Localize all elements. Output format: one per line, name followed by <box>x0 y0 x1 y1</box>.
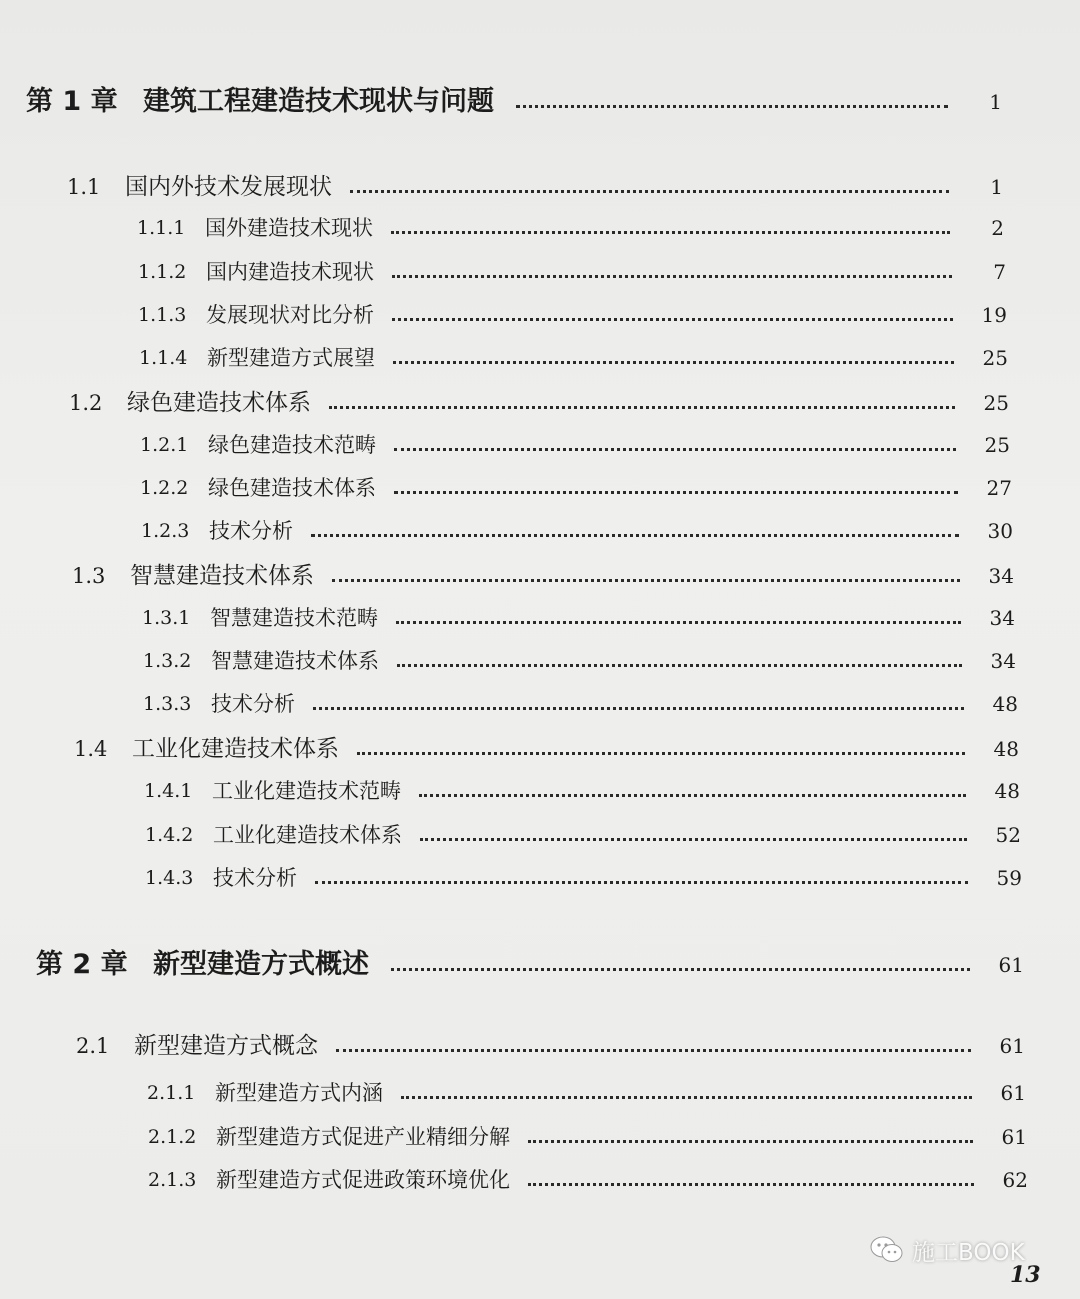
toc-section-row <box>0 383 1080 423</box>
toc-page-number: 61 <box>1001 1125 1027 1149</box>
toc-page-number: 2 <box>991 216 1004 240</box>
toc-page-number: 34 <box>990 649 1016 673</box>
toc-leader-dots <box>315 881 968 884</box>
toc-number: 1.1.1 <box>137 217 186 239</box>
toc-title: 智慧建造技术体系 <box>211 649 379 673</box>
toc-subsection-row <box>0 641 1080 681</box>
toc-leader-dots <box>332 579 960 582</box>
toc-page-number: 7 <box>993 260 1006 284</box>
toc-number: 1.3.2 <box>143 650 192 672</box>
toc-number: 1.4.1 <box>144 780 193 802</box>
toc-page-number: 62 <box>1002 1168 1028 1192</box>
toc-chapter-row <box>0 82 1080 122</box>
toc-page-number: 25 <box>982 346 1008 370</box>
wechat-icon <box>870 1235 904 1265</box>
toc-number: 1.3.1 <box>142 607 191 629</box>
toc-page-number: 30 <box>987 519 1013 543</box>
toc-subsection-row <box>0 1073 1080 1113</box>
toc-page-number: 25 <box>984 433 1010 457</box>
toc-leader-dots <box>357 752 965 755</box>
toc-leader-dots <box>401 1096 972 1099</box>
toc-subsection-row <box>0 1160 1080 1200</box>
toc-page-number: 48 <box>992 692 1018 716</box>
toc-subsection-row <box>0 771 1080 811</box>
toc-number: 1.4.2 <box>145 824 194 846</box>
toc-title: 新型建造方式概述 <box>153 949 369 980</box>
toc-subsection-row <box>0 598 1080 638</box>
toc-title: 绿色建造技术体系 <box>127 390 311 416</box>
toc-number: 2.1.2 <box>148 1126 197 1148</box>
toc-title: 技术分析 <box>213 866 297 890</box>
toc-title: 国内建造技术现状 <box>206 260 374 284</box>
toc-title: 发展现状对比分析 <box>206 303 374 327</box>
toc-leader-dots <box>393 361 954 364</box>
toc-number: 1.3 <box>72 564 106 588</box>
toc-title: 技术分析 <box>209 519 293 543</box>
toc-title: 新型建造方式促进政策环境优化 <box>216 1168 510 1192</box>
toc-leader-dots <box>528 1183 974 1186</box>
toc-page-number: 34 <box>988 564 1014 588</box>
toc-page-number: 48 <box>994 779 1020 803</box>
toc-number: 1.1.4 <box>139 347 188 369</box>
toc-title: 新型建造方式展望 <box>207 346 375 370</box>
toc-leader-dots <box>528 1140 973 1143</box>
toc-subsection-row <box>0 252 1080 292</box>
toc-number: 1.1 <box>67 175 101 199</box>
toc-page-number: 19 <box>981 303 1007 327</box>
toc-leader-dots <box>311 534 959 537</box>
toc-leader-dots <box>394 448 956 451</box>
toc-leader-dots <box>419 794 966 797</box>
watermark <box>870 1230 1025 1270</box>
toc-leader-dots <box>391 968 970 971</box>
toc-subsection-row <box>0 468 1080 508</box>
toc-leader-dots <box>336 1049 971 1052</box>
toc-subsection-row <box>0 684 1080 724</box>
toc-chapter-row <box>0 945 1080 985</box>
toc-title: 绿色建造技术体系 <box>208 476 376 500</box>
toc-leader-dots <box>420 838 967 841</box>
toc-page-number: 52 <box>995 823 1021 847</box>
toc-title: 国外建造技术现状 <box>205 216 373 240</box>
watermark-text: 施工BOOK <box>912 1239 1025 1266</box>
toc-subsection-row <box>0 295 1080 335</box>
toc-page-number: 61 <box>1000 1081 1026 1105</box>
toc-section-row <box>0 556 1080 596</box>
toc-number: 第 2 章 <box>36 949 128 980</box>
toc-number: 2.1.3 <box>148 1169 197 1191</box>
toc-number: 1.3.3 <box>143 693 192 715</box>
toc-leader-dots <box>350 190 949 193</box>
toc-page-number: 61 <box>998 953 1024 977</box>
toc-number: 1.2.1 <box>140 434 189 456</box>
toc-title: 新型建造方式概念 <box>134 1033 318 1059</box>
toc-page-number: 34 <box>989 606 1015 630</box>
toc-number: 1.4.3 <box>145 867 194 889</box>
toc-leader-dots <box>391 231 950 234</box>
toc-page-number: 1 <box>989 90 1002 114</box>
toc-subsection-row <box>0 425 1080 465</box>
toc-leader-dots <box>392 275 952 278</box>
toc-title: 绿色建造技术范畴 <box>208 433 376 457</box>
toc-leader-dots <box>394 491 958 494</box>
toc-page-number: 25 <box>983 391 1009 415</box>
page-number: 13 <box>1010 1262 1041 1288</box>
toc-section-row <box>0 729 1080 769</box>
toc-number: 1.2.3 <box>141 520 190 542</box>
toc-leader-dots <box>397 664 962 667</box>
toc-title: 新型建造方式内涵 <box>215 1081 383 1105</box>
toc-subsection-row <box>0 858 1080 898</box>
toc-number: 1.1.2 <box>138 261 187 283</box>
toc-subsection-row <box>0 511 1080 551</box>
toc-leader-dots <box>313 707 964 710</box>
toc-page-number: 27 <box>986 476 1012 500</box>
toc-subsection-row <box>0 815 1080 855</box>
toc-number: 1.2.2 <box>140 477 189 499</box>
toc-number: 1.2 <box>69 391 103 415</box>
toc-number: 1.4 <box>74 737 108 761</box>
toc-number: 第 1 章 <box>26 86 118 117</box>
toc-title: 新型建造方式促进产业精细分解 <box>216 1125 510 1149</box>
toc-subsection-row <box>0 338 1080 378</box>
toc-title: 智慧建造技术体系 <box>130 563 314 589</box>
toc-title: 工业化建造技术范畴 <box>212 779 401 803</box>
toc-title: 技术分析 <box>211 692 295 716</box>
toc-leader-dots <box>329 406 955 409</box>
toc-section-row <box>0 167 1080 207</box>
toc-subsection-row <box>0 1117 1080 1157</box>
toc-title: 智慧建造技术范畴 <box>210 606 378 630</box>
toc-number: 2.1.1 <box>147 1082 196 1104</box>
toc-number: 1.1.3 <box>138 304 187 326</box>
toc-page-number: 61 <box>999 1034 1025 1058</box>
toc-leader-dots <box>396 621 961 624</box>
toc-number: 2.1 <box>76 1034 110 1058</box>
toc-leader-dots <box>392 318 953 321</box>
toc-title: 工业化建造技术体系 <box>213 823 402 847</box>
toc-page-number: 1 <box>990 175 1003 199</box>
toc-title: 工业化建造技术体系 <box>132 736 339 762</box>
toc-title: 国内外技术发展现状 <box>125 174 332 200</box>
toc-section-row <box>0 1026 1080 1066</box>
toc-page-number: 48 <box>993 737 1019 761</box>
toc-title: 建筑工程建造技术现状与问题 <box>143 86 494 117</box>
toc-page-number: 59 <box>996 866 1022 890</box>
toc-subsection-row <box>0 208 1080 248</box>
toc-leader-dots <box>516 105 948 108</box>
